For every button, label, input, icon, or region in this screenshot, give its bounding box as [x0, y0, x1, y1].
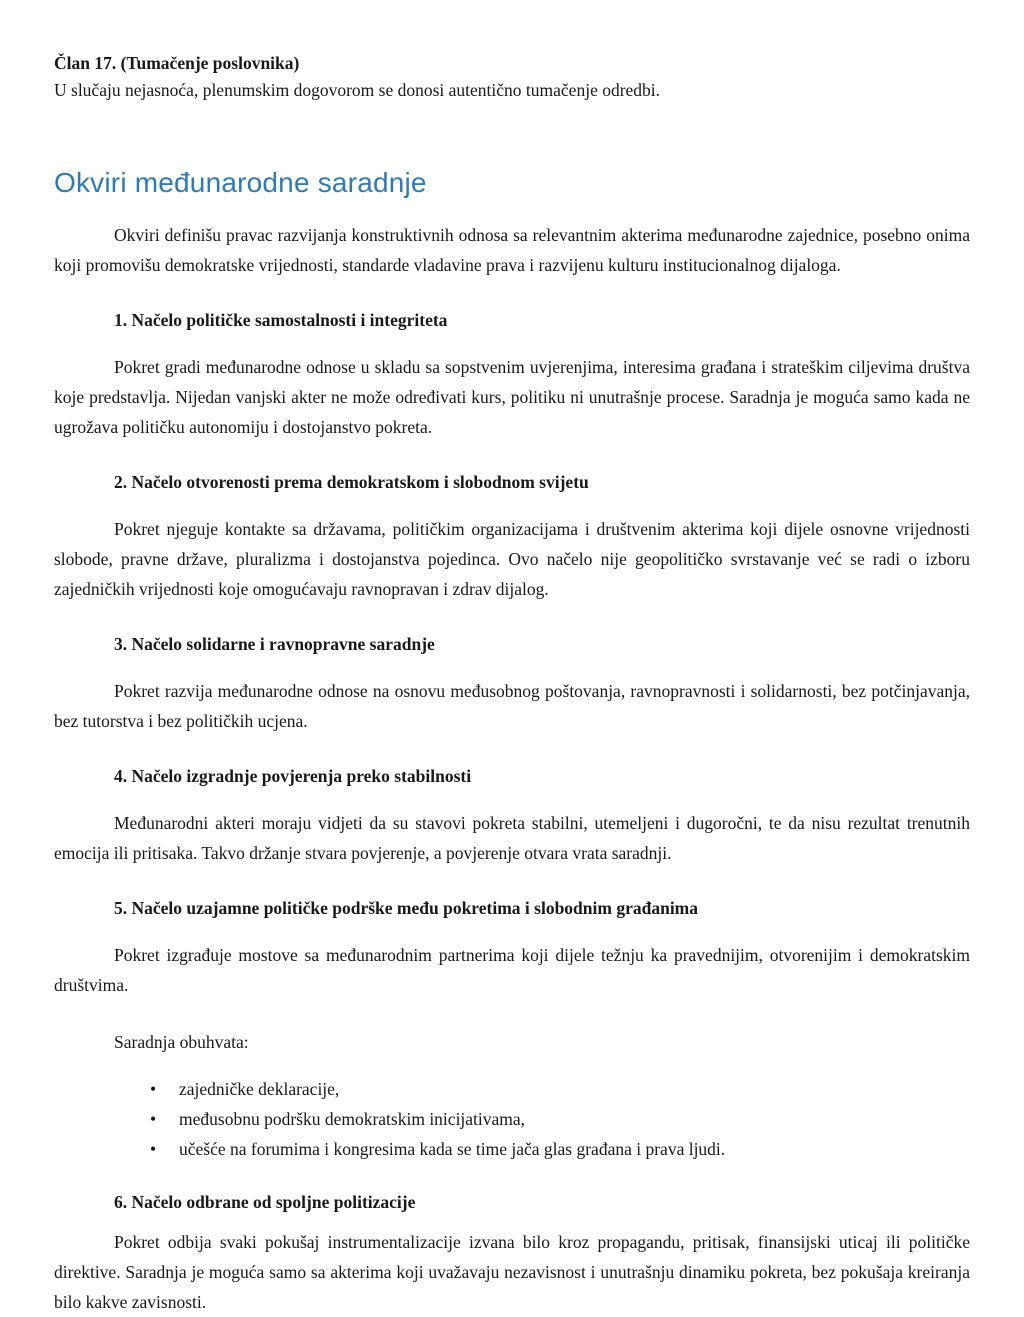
list-item	[148, 1134, 970, 1164]
bullet-icon: •	[150, 1079, 157, 1099]
list-item-text: međusobnu podršku demokratskim inicijativama,	[179, 1109, 526, 1129]
principle-4-heading: 4. Načelo izgradnje povjerenja preko stabilnosti	[114, 766, 472, 786]
article-17-body: U slučaju nejasnoća, plenumskim dogovorom se donosi autentično tumačenje odredbi.	[54, 80, 661, 100]
principle-3-heading: 3. Načelo solidarne i ravnopravne saradnje	[114, 634, 435, 654]
list-item-text: zajedničke deklaracije,	[179, 1079, 340, 1099]
list-item	[148, 1074, 970, 1104]
principle-4-body: Međunarodni akteri moraju vidjeti da su stavovi pokreta stabilni, utemeljeni i dugoročni, te da nisu rezultat trenutnih emocija ili pritisaka. Takvo držanje stvara povjerenje, a povjerenje otvara vrata saradnji.	[54, 813, 970, 863]
principle-5-heading: 5. Načelo uzajamne političke podrške među pokretima i slobodnim građanima	[114, 898, 699, 918]
bullet-icon: •	[150, 1109, 157, 1129]
principle-6-body: Pokret odbija svaki pokušaj instrumentalizacije izvana bilo kroz propagandu, pritisak, finansijski uticaj ili političke direktive. Saradnja je moguća samo sa akterima koji uvažavaju nezavisnost i unutrašnju dinamiku pokreta, bez pokušaja kreiranja bilo kakve zavisnosti.	[54, 1232, 970, 1312]
cooperation-label: Saradnja obuhvata:	[114, 1032, 249, 1052]
section-title: Okviri međunarodne saradnje	[54, 167, 427, 198]
bullet-icon: •	[150, 1139, 157, 1159]
list-item-text: učešće na forumima i kongresima kada se time jača glas građana i prava ljudi.	[179, 1139, 726, 1159]
principle-5-body: Pokret izgrađuje mostove sa međunarodnim partnerima koji dijele težnju ka pravednijim, otvorenijim i demokratskim društvima.	[54, 945, 970, 995]
principle-3-body: Pokret razvija međunarodne odnose na osnovu međusobnog poštovanja, ravnopravnosti i solidarnosti, bez potčinjavanja, bez tutorstva i bez političkih ucjena.	[54, 681, 970, 731]
article-17-heading: Član 17. (Tumačenje poslovnika)	[54, 53, 300, 73]
principle-1-body: Pokret gradi međunarodne odnose u skladu sa sopstvenim uvjerenjima, interesima građana i strateškim ciljevima društva koje predstavlja. Nijedan vanjski akter ne može određivati kurs, politiku ni unutrašnje procese. Saradnja je moguća samo kada ne ugrožava političku autonomiju i dostojanstvo pokreta.	[54, 357, 970, 437]
cooperation-list	[148, 1074, 970, 1164]
principle-2-heading: 2. Načelo otvorenosti prema demokratskom i slobodnom svijetu	[114, 472, 589, 492]
principle-2-body: Pokret njeguje kontakte sa državama, političkim organizacijama i društvenim akterima koji dijele osnovne vrijednosti slobode, pravne države, pluralizma i dostojanstva pojedinca. Ovo načelo nije geopolitičko svrstavanje već se radi o izboru zajedničkih vrijednosti koje omogućavaju ravnopravan i zdrav dijalog.	[54, 519, 970, 599]
list-item	[148, 1104, 970, 1134]
principle-6-heading: 6. Načelo odbrane od spoljne politizacije	[114, 1192, 416, 1212]
principle-1-heading: 1. Načelo političke samostalnosti i integriteta	[114, 310, 448, 330]
section-intro-paragraph: Okviri definišu pravac razvijanja konstruktivnih odnosa sa relevantnim akterima međunarodne zajednice, posebno onima koji promovišu demokratske vrijednosti, standarde vladavine prava i razvijenu kulturu institucionalnog dijaloga.	[54, 225, 970, 275]
